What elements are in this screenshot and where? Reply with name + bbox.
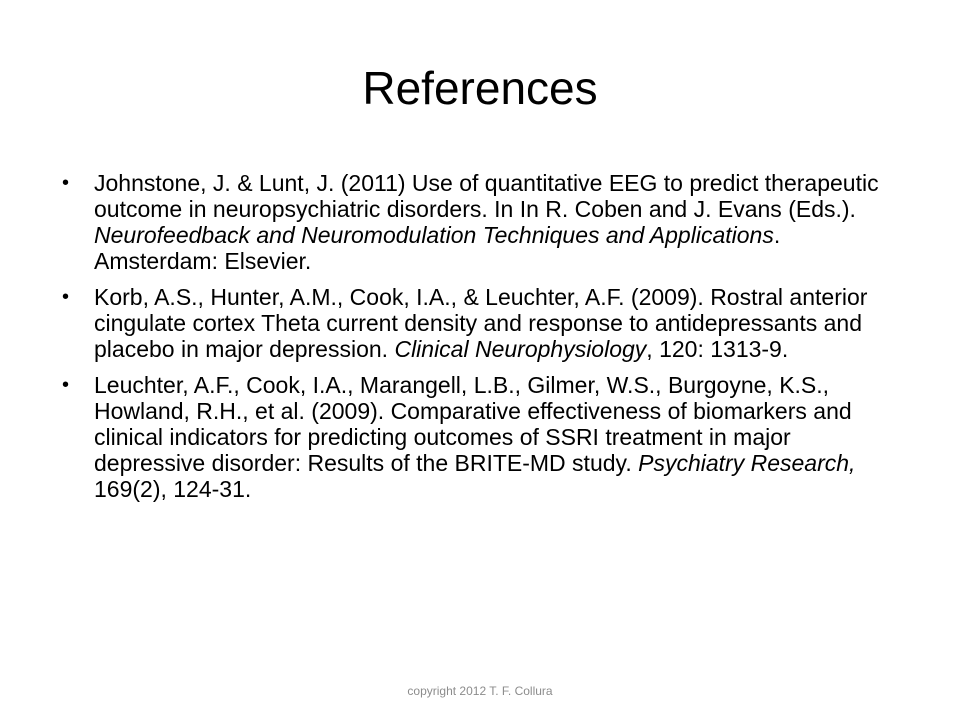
reference-list <box>60 170 890 512</box>
reference-text-end: . Amsterdam: Elsevier. <box>94 222 781 274</box>
bullet-icon: • <box>62 172 70 194</box>
reference-source-title: Clinical Neurophysiology <box>394 336 647 362</box>
bullet-icon: • <box>62 286 70 308</box>
reference-text-end: 169(2), 124-31. <box>94 476 252 502</box>
reference-source-title: Psychiatry Research, <box>638 450 856 476</box>
reference-text: Johnstone, J. & Lunt, J. (2011) Use of quantitative EEG to predict therapeutic outcome in neuropsychiatric disorders. In In R. Coben and J. Evans (Eds.). <box>94 170 879 222</box>
reference-text: Leuchter, A.F., Cook, I.A., Marangell, L.B., Gilmer, W.S., Burgoyne, K.S., Howland, R.H., et al. (2009). Comparative effectiveness of biomarkers and clinical indicators for predicting outcomes of SSRI treatment in major depressive disorder: Results of the BRITE-MD study. <box>94 372 852 476</box>
reference-source-title: Neurofeedback and Neuromodulation Techniques and Applications <box>94 222 774 248</box>
reference-text-end: , 120: 1313-9. <box>646 336 789 362</box>
reference-text: Korb, A.S., Hunter, A.M., Cook, I.A., & Leuchter, A.F. (2009). Rostral anterior cingulate cortex Theta current density and response to antidepressants and placebo in major depression. <box>94 284 868 362</box>
reference-item <box>60 284 890 362</box>
copyright-footer: copyright 2012 T. F. Collura <box>407 684 553 698</box>
slide-title: References <box>362 62 598 114</box>
reference-item <box>60 170 890 274</box>
reference-item <box>60 372 890 502</box>
bullet-icon: • <box>62 374 70 396</box>
